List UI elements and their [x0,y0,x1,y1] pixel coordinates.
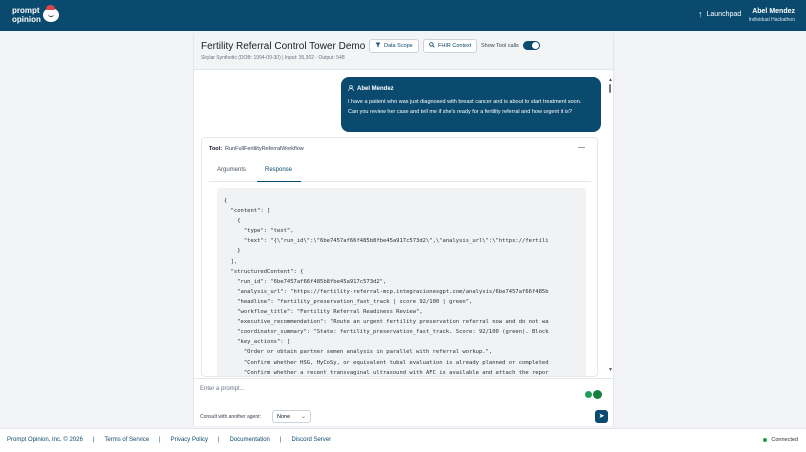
agent-select[interactable] [272,410,311,423]
tool-call-card [201,137,598,377]
tab-response[interactable]: Response [257,167,301,182]
user-icon [348,85,354,93]
top-bar [0,0,806,31]
response-code-block [217,188,586,377]
launchpad-button[interactable] [698,10,741,19]
prompt-input[interactable]: Enter a prompt... [200,386,245,392]
consult-label: Consult with another agent: [200,414,261,420]
status-label: Connected [771,437,798,443]
mascot-icon [43,8,59,22]
brand-line-2: opinion [12,15,41,24]
chevron-down-icon: ⌄ [300,414,306,420]
scroll-up-icon[interactable]: ▲ [608,77,613,83]
divider: | [92,437,95,443]
tab-arguments[interactable]: Arguments [217,167,247,173]
filter-icon [375,42,381,50]
divider: | [217,437,220,443]
send-icon: ➤ [598,413,605,420]
footer-link-terms[interactable]: Terms of Service [104,437,150,443]
brand-logo[interactable] [12,6,41,24]
response-json: { "content": [ { "type": "text", "text": "{\"run_id\":\"6be7457af66f485b8fbe45a917c573d2\",\"analysis_url\":\"https://fertili } ], "structuredContent": { "run_id": "6be7457af66f485b8fbe45a917c573d2", "analysis_url": "https://fertility-referral-mcp.integracionesgpt.com/analysis/6be7457af66f485b "headline": "fertility_preservation_fast_track | score 92/100 | green", "workflow_title": "Fertility Referral Readiness Review", "executive_recommendation": "Route an urgent fertility preservation referral now and do not wa "coordinator_summary": "State: fertility_preservation_fast_track. Score: 92/100 (green). Block "key_actions": [ "Order or obtain partner semen analysis in parallel with referral workup.", "Confirm whether HSG, HyCoSy, or equivalent tubal evaluation is already planned or completed "Confirm whether a recent transvaginal ultrasound with AFC is available and attach the repor [224,198,549,376]
minus-icon[interactable]: — [578,144,585,151]
tool-name: RunFullFertilityReferralWorkflow [225,146,304,152]
footer-link-privacy[interactable]: Privacy Policy [170,437,208,443]
launchpad-label: Launchpad [706,11,742,18]
show-tool-calls-toggle[interactable] [523,41,540,50]
tool-label: Tool: [209,146,223,152]
show-tool-calls-label: Show Tool calls [481,43,519,49]
conversation-subtitle: Skylar Synthetic (DOB: 1994-09-30) | Input: 35,302 - Output: 548 [201,55,345,61]
connection-status [763,437,798,443]
search-icon [429,42,435,50]
footer-link-discord[interactable]: Discord Server [291,437,332,443]
fhir-context-button[interactable] [423,39,477,53]
prompt-composer [194,378,613,426]
fhir-context-label: FHIR Context [438,43,472,49]
user-name: Abel Mendez [752,8,795,15]
chat-scrollbar[interactable] [608,77,612,373]
data-scope-button[interactable] [369,39,419,53]
brand-line-1: prompt [12,6,40,15]
conversation-header [194,34,613,70]
user-message [341,77,601,132]
conversation-title: Fertility Referral Control Tower Demo [201,41,366,52]
tool-call-header [209,146,304,152]
footer [0,428,806,452]
copyright: Prompt Opinion, Inc. © 2026 [7,437,83,443]
message-author [348,85,394,93]
agent-select-value: None [277,414,291,420]
user-role: Individual Hackathon [748,17,795,23]
message-text: I have a patient who was just diagnosed with breast cancer and is about to start treatment soon. Can you review her case and tell me if she's ready for a fertility referral and how urgent it is? [348,99,582,115]
footer-link-docs[interactable]: Documentation [229,437,270,443]
gem-icon-small [585,391,592,398]
gem-icon-large [593,390,602,399]
divider: | [279,437,282,443]
tool-tabs [209,160,591,182]
data-scope-label: Data Scope [384,43,413,49]
divider: | [159,437,161,443]
conversation-panel [193,34,614,426]
send-button[interactable] [595,410,608,423]
arrow-up-icon: ↑ [698,9,703,19]
status-dot-icon [763,438,767,442]
scroll-thumb[interactable] [609,84,611,93]
scroll-down-icon[interactable]: ▼ [608,367,613,373]
footer-links [7,437,331,443]
user-menu[interactable] [749,8,795,23]
message-author-name: Abel Mendez [357,86,394,92]
